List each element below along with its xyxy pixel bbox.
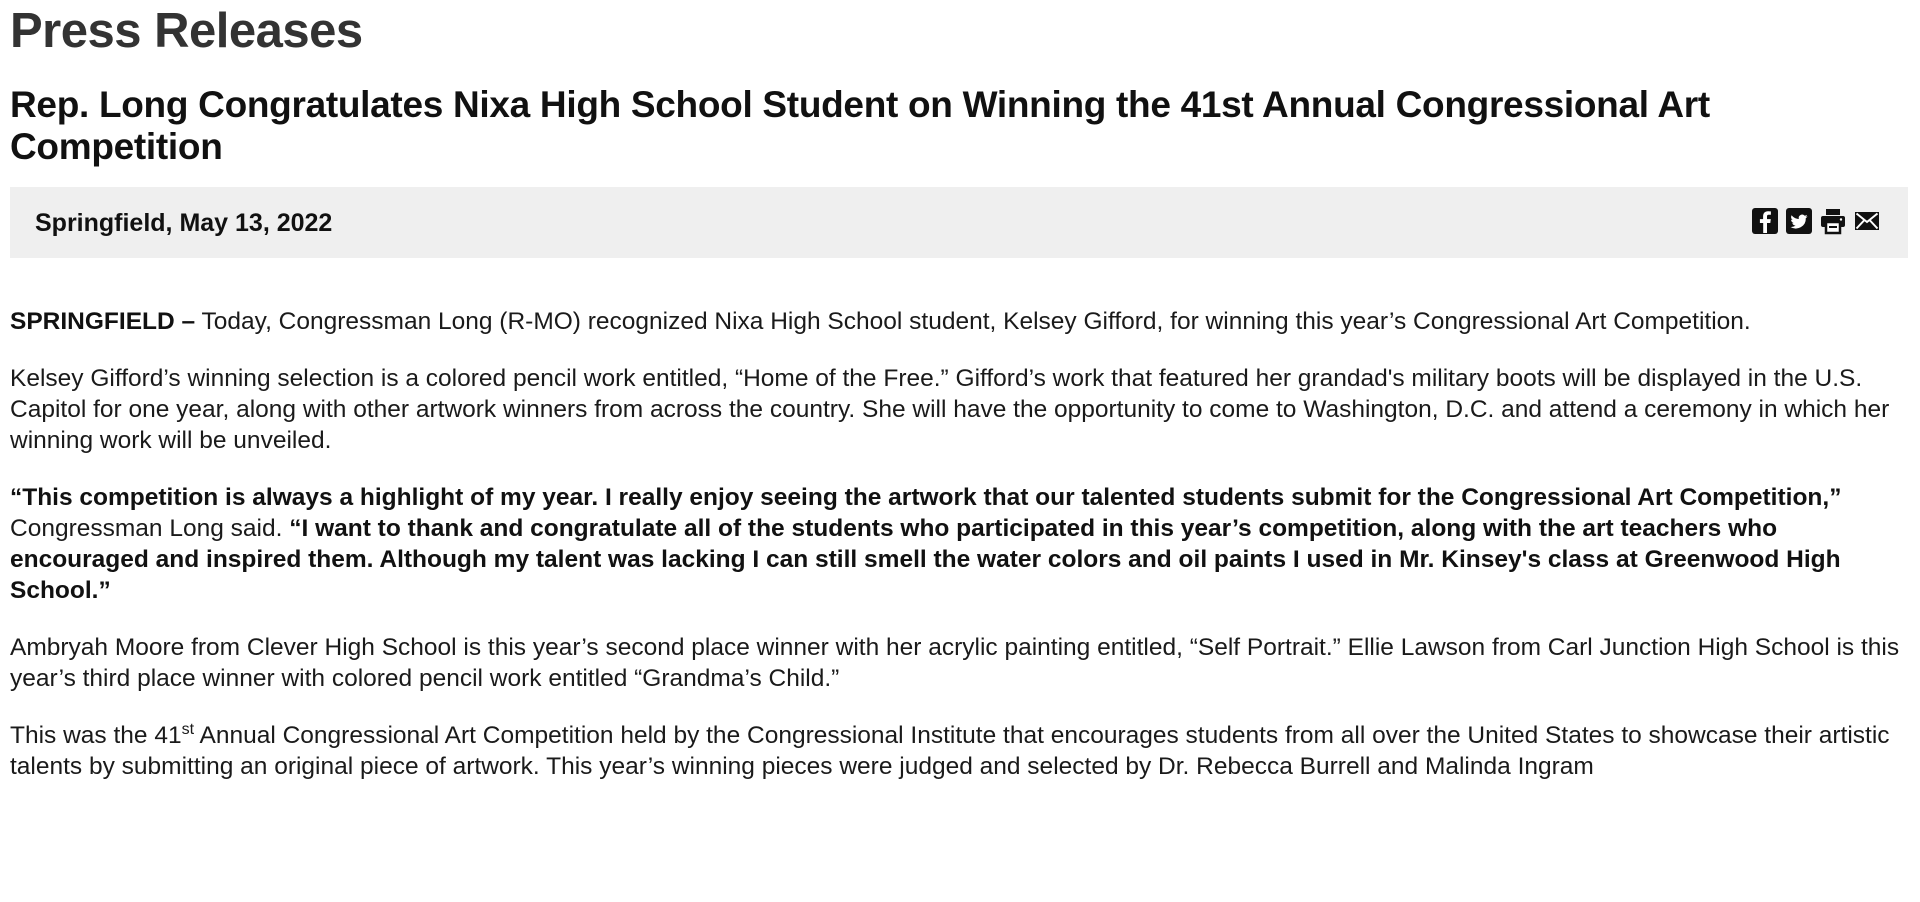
dateline-bar	[10, 187, 1908, 258]
article-paragraph-1	[10, 306, 1905, 337]
article-paragraph-3	[10, 482, 1905, 606]
article-paragraph-5	[10, 720, 1905, 782]
dateline: Springfield, May 13, 2022	[35, 209, 333, 237]
twitter-icon[interactable]	[1785, 207, 1813, 235]
quote-attribution: Congressman Long said.	[10, 515, 290, 542]
press-release-headline: Rep. Long Congratulates Nixa High School Student on Winning the 41st Annual Congressional Art Competition	[10, 84, 1710, 167]
article-paragraph-4	[10, 632, 1905, 694]
article-paragraph-2	[10, 363, 1905, 456]
paragraph-text: Ambryah Moore from Clever High School is this year’s second place winner with her acrylic painting entitled, “Self Portrait.” Ellie Lawson from Carl Junction High School is this year’s third place winner with colored pencil work entitled “Grandma’s Child.”	[10, 634, 1900, 692]
dateline-lead: SPRINGFIELD –	[10, 308, 196, 335]
quote-part-1: “This competition is always a highlight of my year. I really enjoy seeing the artwork that our talented students submit for the Congressional Art Competition,”	[10, 484, 1842, 511]
share-toolbar	[1745, 206, 1881, 236]
print-icon[interactable]	[1819, 207, 1847, 235]
facebook-icon[interactable]	[1751, 207, 1779, 235]
quote-part-2: “I want to thank and congratulate all of the students who participated in this year’s competition, along with the art teachers who encouraged and inspired them. Although my talent was lacking I can still smell the water colors and oil paints I used in Mr. Kinsey's class at Greenwood High School.”	[10, 515, 1841, 604]
paragraph-text: Kelsey Gifford’s winning selection is a colored pencil work entitled, “Home of the Free.” Gifford’s work that featured her grandad's military boots will be displayed in the U.S. Capitol for one year, along with other artwork winners from across the country. She will have the opportunity to come to Washington, D.C. and attend a ceremony in which her winning work will be unveiled.	[10, 365, 1890, 454]
section-title: Press Releases	[10, 4, 363, 58]
article-body	[10, 306, 1905, 808]
email-icon[interactable]	[1853, 207, 1881, 235]
paragraph-text-start: This was the 41	[10, 722, 182, 749]
ordinal-suffix: st	[181, 721, 195, 738]
paragraph-text: Today, Congressman Long (R-MO) recognized Nixa High School student, Kelsey Gifford, for winning this year’s Congressional Art Competition.	[195, 308, 1751, 335]
paragraph-text-end: Annual Congressional Art Competition held by the Congressional Institute that encourages students from all over the United States to showcase their artistic talents by submitting an original piece of artwork. This year’s winning pieces were judged and selected by Dr. Rebecca Burrell and Malinda Ingram	[10, 722, 1890, 780]
